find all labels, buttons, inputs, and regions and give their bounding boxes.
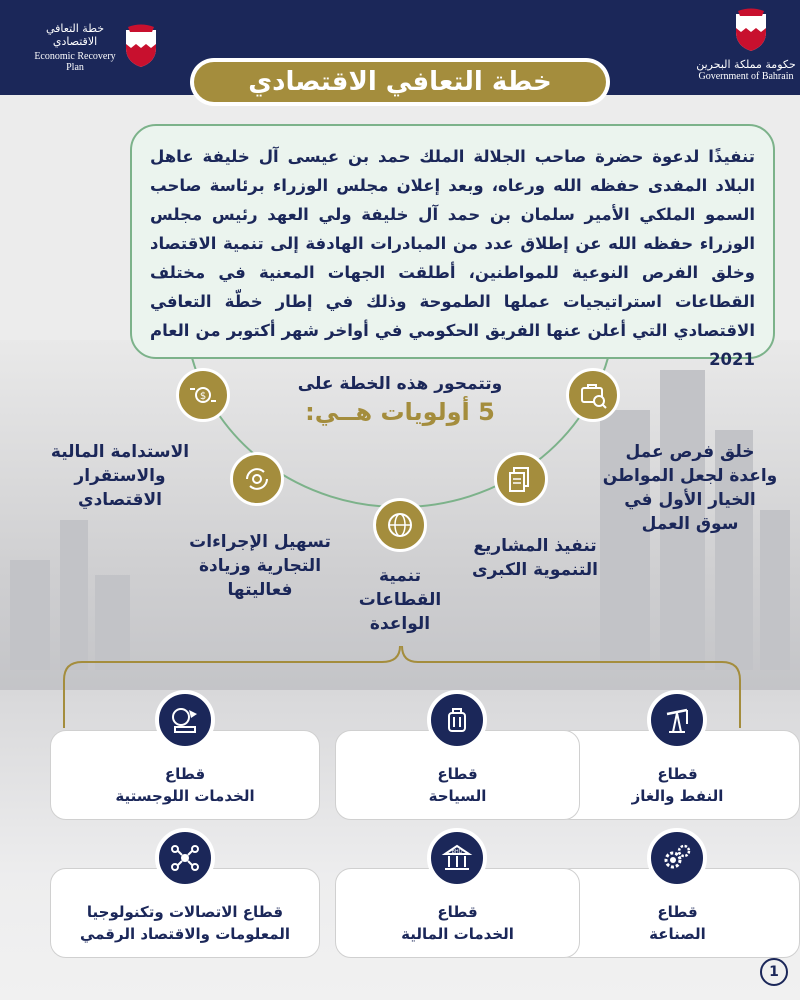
documents-icon — [494, 452, 548, 506]
government-logo-ar: حكومة مملكة البحرين — [696, 58, 796, 71]
bank-icon-text: BHD — [451, 849, 463, 855]
government-logo — [696, 58, 796, 82]
priority-label-business: تسهيل الإجراءات التجارية وزيادة فعاليتها — [189, 532, 331, 600]
priorities-heading-line1: وتتمحور هذه الخطة على — [297, 374, 503, 394]
priority-label-jobs: خلق فرص عمل واعدة لجعل المواطن الخيار الأول في سوق العمل — [602, 442, 778, 534]
priorities-heading-line2: 5 أولويات هــي: — [305, 398, 495, 426]
sector-name: الخدمات المالية — [401, 925, 514, 943]
priorities-heading — [270, 374, 530, 426]
sector-label: قطاع — [437, 903, 478, 921]
recovery-plan-logo-en: Economic Recovery Plan — [34, 51, 116, 73]
oil-pump-icon — [647, 690, 707, 750]
cycle-gear-icon — [230, 452, 284, 506]
bank-icon — [427, 828, 487, 888]
sector-name: المعلومات والاقتصاد الرقمي — [79, 925, 291, 943]
sector-name: النفط والغاز — [631, 787, 724, 805]
intro-text-box: تنفيذًا لدعوة حضرة صاحب الجلالة الملك حمد بن عيسى آل خليفة عاهل البلاد المفدى حفظه الله ورعاه، وبعد إعلان مجلس الوزراء برئاسة صاحب السمو الملكي الأمير سلمان بن حمد آل خليفة ولي العهد رئيس مجلس الوزراء حفظه الله عن إطلاق عدد من المبادرات الهادفة إلى تنمية الاقتصاد وخلق الفرص النوعية للمواطنين، أطلقت الجهات المعنية في مختلف القطاعات استراتيجيات عملها الطموحة وذلك في إطار خطّة التعافي الاقتصادي التي أعلن عنها الفريق الحكومي في أواخر شهر أكتوبر من العام 2021 — [130, 124, 775, 359]
briefcase-search-icon — [566, 368, 620, 422]
government-crest-icon — [732, 8, 770, 52]
luggage-icon — [427, 690, 487, 750]
globe-icon — [373, 498, 427, 552]
sector-label: قطاع — [164, 765, 206, 783]
gears-icon — [647, 828, 707, 888]
government-logo-en: Government of Bahrain — [698, 71, 794, 82]
sector-name: الخدمات اللوجستية — [115, 787, 255, 805]
money-exchange-icon — [176, 368, 230, 422]
priority-label-projects: تنفيذ المشاريع التنموية الكبرى — [472, 536, 598, 580]
sector-label: قطاع — [657, 765, 698, 783]
sector-name: السياحة — [428, 787, 487, 805]
network-icon — [155, 828, 215, 888]
svg-text:$: $ — [199, 391, 207, 402]
page-number: 1 — [760, 958, 788, 986]
page-title: خطة التعافي الاقتصادي — [194, 62, 606, 102]
bahrain-crest-icon — [122, 24, 160, 68]
sector-name: الصناعة — [649, 925, 706, 943]
recovery-plan-logo — [30, 22, 120, 73]
sector-label: قطاع — [437, 765, 478, 783]
priority-label-sectors: تنمية القطاعات الواعدة — [358, 566, 442, 634]
priority-label-fiscal: الاستدامة المالية والاستقرار الاقتصادي — [50, 442, 190, 510]
sector-label: قطاع — [657, 903, 698, 921]
title-banner — [190, 58, 610, 106]
logistics-icon — [155, 690, 215, 750]
sector-label: قطاع الاتصالات وتكنولوجيا — [86, 903, 284, 921]
recovery-plan-logo-ar: خطة التعافي الاقتصادي — [45, 22, 105, 48]
